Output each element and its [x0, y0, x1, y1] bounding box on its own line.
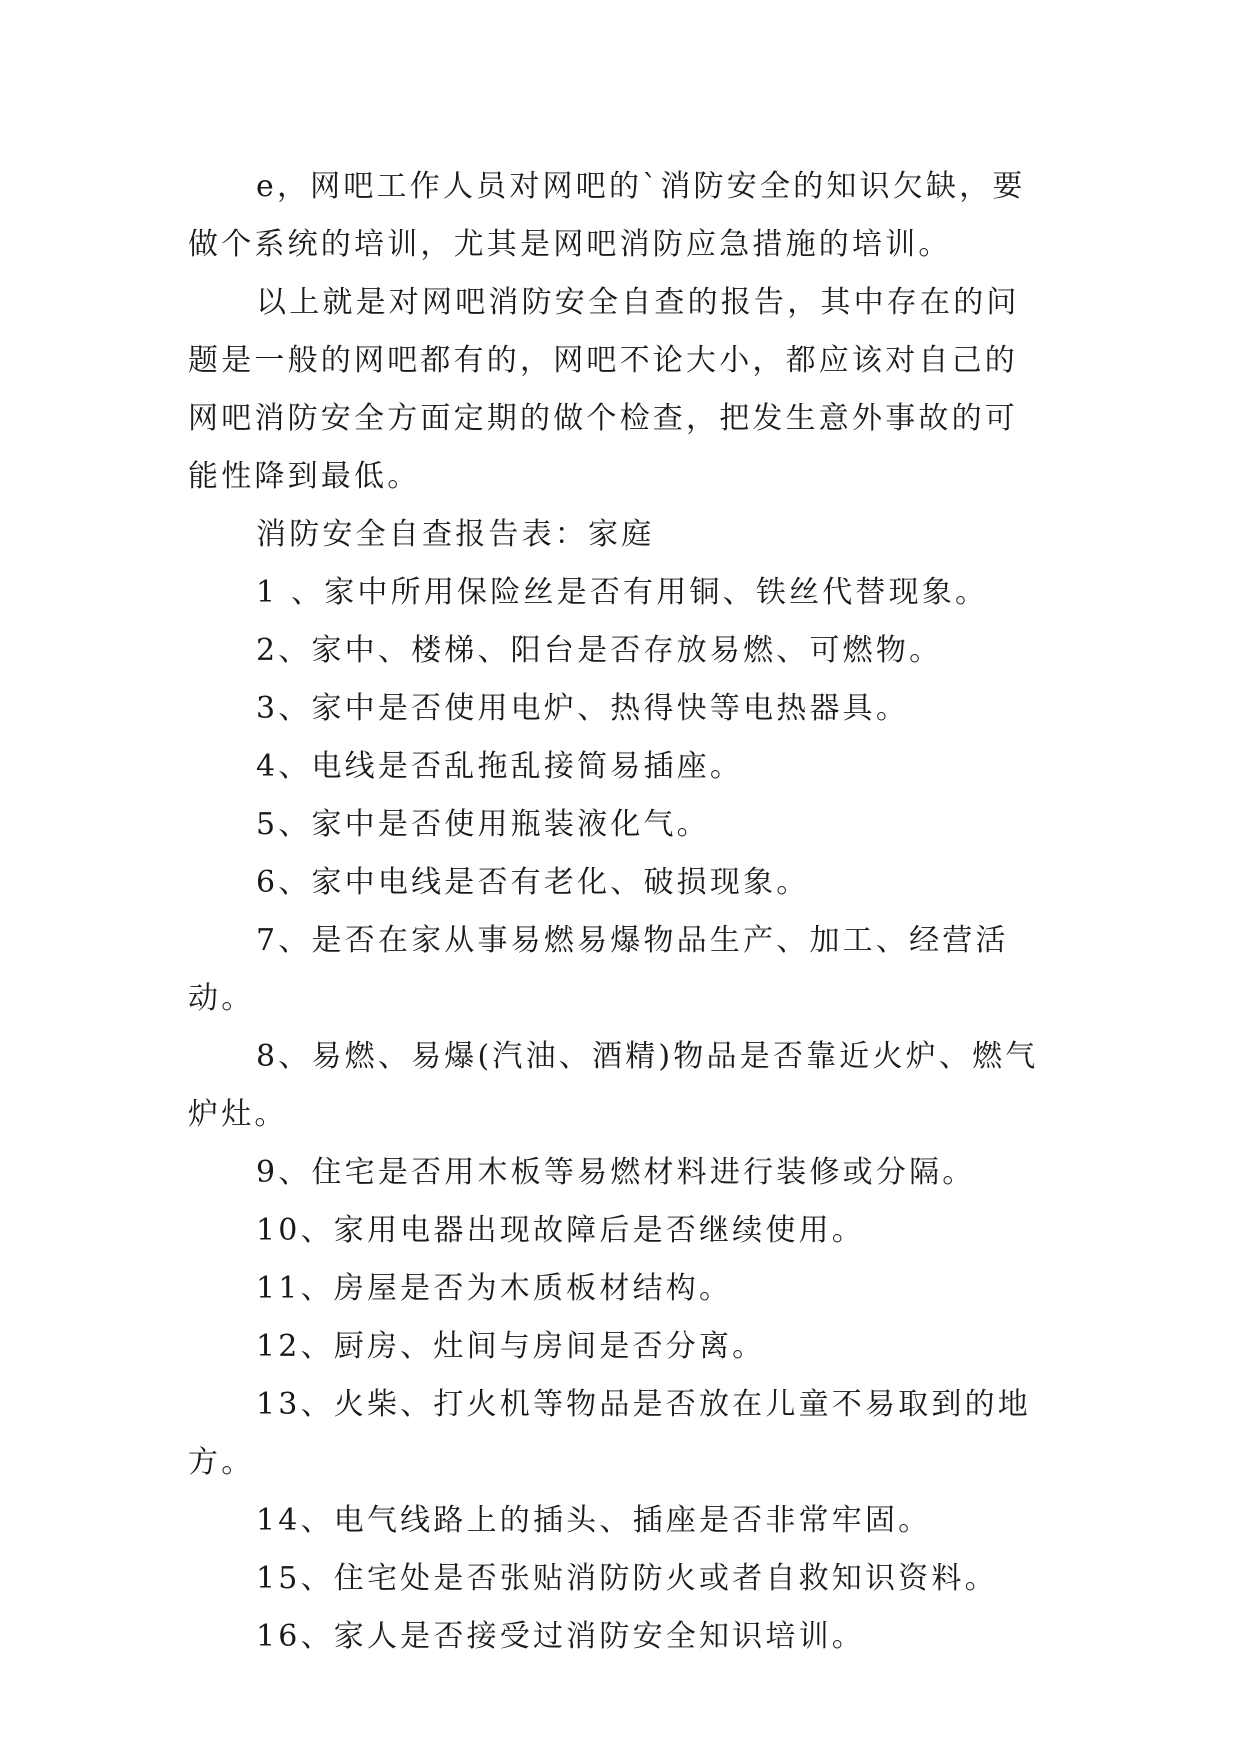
checklist-item: 15、住宅处是否张贴消防防火或者自救知识资料。 — [256, 1561, 998, 1596]
checklist-item: 16、家人是否接受过消防安全知识培训。 — [256, 1619, 865, 1654]
checklist-item: 13、火柴、打火机等物品是否放在儿童不易取到的地方。 — [188, 1387, 1031, 1480]
checklist-item: 10、家用电器出现故障后是否继续使用。 — [256, 1213, 865, 1248]
checklist-item: 12、厨房、灶间与房间是否分离。 — [256, 1329, 766, 1364]
checklist-item: 14、电气线路上的插头、插座是否非常牢固。 — [256, 1503, 932, 1538]
checklist-item: 3、家中是否使用电炉、热得快等电热器具。 — [256, 691, 910, 726]
paragraph-staff-training: e，网吧工作人员对网吧的`消防安全的知识欠缺，要做个系统的培训，尤其是网吧消防应急措施的培训。 — [188, 169, 1026, 262]
document-page — [188, 158, 1048, 1666]
checklist-item: 2、家中、楼梯、阳台是否存放易燃、可燃物。 — [256, 633, 943, 668]
checklist-item: 6、家中电线是否有老化、破损现象。 — [256, 865, 810, 900]
checklist-item: 5、家中是否使用瓶装液化气。 — [256, 807, 710, 842]
checklist-item: 9、住宅是否用木板等易燃材料进行装修或分隔。 — [256, 1155, 976, 1190]
section-heading: 消防安全自查报告表：家庭 — [256, 517, 655, 552]
checklist-item: 8、易燃、易爆(汽油、酒精)物品是否靠近火炉、燃气炉灶。 — [188, 1039, 1039, 1132]
checklist-item: 11、房屋是否为木质板材结构。 — [256, 1271, 733, 1306]
checklist-item: 4、电线是否乱拖乱接简易插座。 — [256, 749, 744, 784]
checklist-item: 1 、家中所用保险丝是否有用铜、铁丝代替现象。 — [256, 575, 989, 610]
paragraph-summary: 以上就是对网吧消防安全自查的报告，其中存在的问题是一般的网吧都有的，网吧不论大小，都应该对自己的网吧消防安全方面定期的做个检查，把发生意外事故的可能性降到最低。 — [188, 285, 1020, 494]
checklist-item: 7、是否在家从事易燃易爆物品生产、加工、经营活动。 — [188, 923, 1009, 1016]
